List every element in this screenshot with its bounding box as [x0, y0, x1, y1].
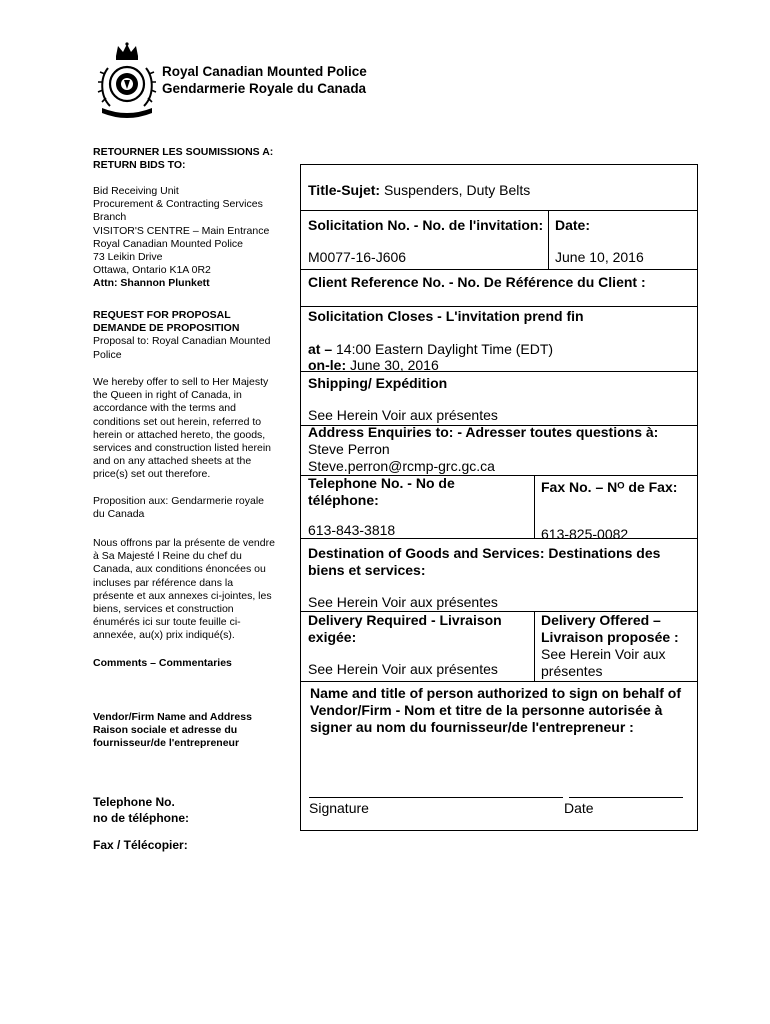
date-value: June 10, 2016 — [555, 249, 644, 265]
enquiries-name: Steve Perron — [308, 441, 390, 457]
fax-value: 613-825-0082 — [541, 526, 629, 542]
date-line[interactable] — [569, 797, 683, 798]
solicitation-value: M0077-16-J606 — [308, 249, 407, 265]
destination-label: Destination of Goods and Services: Destinations des biens et services: — [308, 545, 661, 578]
shipping-label: Shipping/ Expédition — [308, 375, 448, 391]
closes-label: Solicitation Closes - L'invitation prend fin — [308, 308, 584, 324]
delivery-required-label: Delivery Required - Livraison exigée: — [308, 612, 502, 645]
attn-line: Attn: Shannon Plunkett — [93, 277, 210, 290]
telephone-no-label: Telephone No. - No de téléphone: — [308, 475, 455, 508]
enquiries-label: Address Enquiries to: - Adresser toutes questions à: — [308, 424, 659, 440]
fax-no-label: Fax No. – Nᴼ de Fax: — [541, 479, 678, 495]
return-bids-heading: RETOURNER LES SOUMISSIONS A: RETURN BIDS TO: — [93, 146, 274, 172]
proposition-fr: Proposition aux: Gendarmerie royale du Canada — [93, 495, 265, 521]
signature-line[interactable] — [309, 797, 563, 798]
client-reference-label: Client Reference No. - No. De Référence du Client : — [308, 274, 646, 290]
shipping-value: See Herein Voir aux présentes — [308, 407, 498, 423]
rcmp-crest-icon — [96, 42, 158, 120]
delivery-required-value: See Herein Voir aux présentes — [308, 661, 498, 677]
title-value: Suspenders, Duty Belts — [383, 182, 531, 198]
offer-fr: Nous offrons par la présente de vendre à Sa Majesté l Reine du chef du Canada, aux conditions énoncées ou incluses par référence dans la présente et aux annexes ci-jointes, les biens, services et construction énumérés ici sur toute feuille ci- annexée, au(x) prix indiqué(s). — [93, 537, 275, 642]
enquiries-email: Steve.perron@rcmp-grc.gc.ca — [308, 458, 495, 474]
vendor-label: Vendor/Firm Name and Address Raison sociale et adresse du fournisseur/de l'entrepreneur — [93, 711, 252, 750]
signature-label: Signature — [309, 800, 369, 816]
comments-label: Comments – Commentaries — [93, 657, 232, 669]
rfp-block: REQUEST FOR PROPOSAL DEMANDE DE PROPOSITION Proposal to: Royal Canadian Mounted Police — [93, 309, 271, 361]
fax-label: Fax / Télécopier: — [93, 838, 188, 852]
solicitation-label: Solicitation No. - No. de l'invitation: — [308, 217, 544, 233]
closes-at: at – 14:00 Eastern Daylight Time (EDT) — [308, 341, 554, 357]
agency-name-fr: Gendarmerie Royale du Canada — [162, 81, 367, 96]
closes-on: on-le: June 30, 2016 — [308, 357, 439, 373]
destination-value: See Herein Voir aux présentes — [308, 594, 498, 610]
date-sign-label: Date — [564, 800, 594, 816]
agency-name — [162, 63, 367, 97]
telephone-value: 613-843-3818 — [308, 522, 396, 538]
title-field: Title-Sujet: Suspenders, Duty Belts — [308, 182, 531, 198]
offer-en: We hereby offer to sell to Her Majesty the Queen in right of Canada, in accordance with the terms and conditions set out herein, referred to herein or attached hereto, the goods, services and construction listed herein and on any attached sheets at the price(s) set out therefore. — [93, 376, 272, 481]
agency-name-en: Royal Canadian Mounted Police — [162, 64, 367, 79]
date-label: Date: — [555, 217, 591, 233]
solicitation-form — [300, 164, 698, 831]
authorized-person-label: Name and title of person authorized to sign on behalf of Vendor/Firm - Nom et titre de la personne autorisée à signer au nom du fournisseur/de l'entrepreneur : — [310, 685, 682, 735]
return-address: Bid Receiving Unit Procurement & Contracting Services Branch VISITOR'S CENTRE – Main Entrance Royal Canadian Mounted Police 73 Leikin Drive Ottawa, Ontario K1A 0R2 Attn: Shannon Plunkett — [93, 185, 270, 290]
telephone-label: Telephone No. no de téléphone: — [93, 795, 189, 825]
delivery-offered: Delivery Offered – Livraison proposée : See Herein Voir aux présentes — [541, 612, 679, 679]
